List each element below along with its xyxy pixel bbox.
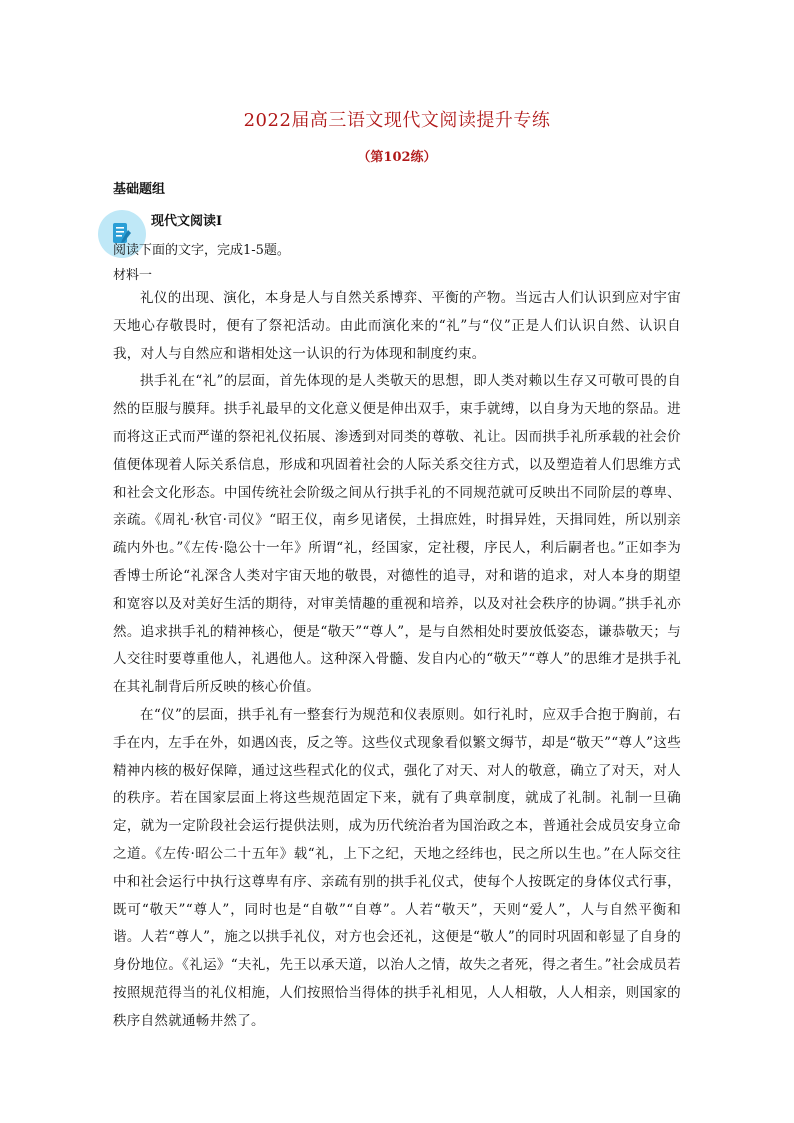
sub-heading: 现代文阅读Ⅰ <box>151 214 223 229</box>
paragraph: 拱手礼在“礼”的层面，首先体现的是人类敬天的思想，即人类对赖以生存又可敬可畏的自然的臣服与膜拜。拱手礼最早的文化意义便是伸出双手，束手就缚，以自身为天地的祭品。进而将这正式而严谨的祭祀礼仪拓展、渗透到对同类的尊敬、礼让。因而拱手礼所承载的社会价值便体现着人际关系信息，形成和巩固着社会的人际关系交往方式，以及塑造着人们思维方式和社会文化形态。中国传统社会阶级之间从行拱手礼的不同规范就可反映出不同阶层的尊卑、亲疏。《周礼·秋官·司仪》“昭王仪，南乡见诸侯，土揖庶姓，时揖异姓，天揖同姓，所以别亲疏内外也。”《左传·隐公十一年》所谓“礼，经国家，定社稷，序民人，利后嗣者也。”正如李为香博士所论“礼深含人类对宇宙天地的敬畏，对德性的追寻，对和谐的追求，对人本身的期望和宽容以及对美好生活的期待，对审美情趣的重视和培养，以及对社会秩序的协调。”拱手礼亦然。追求拱手礼的精神核心，便是“敬天”“尊人”，是与自然相处时要放低姿态，谦恭敬天；与人交往时要尊重他人，礼遇他人。这种深入骨髓、发自内心的“敬天”“尊人”的思维才是拱手礼在其礼制背后所反映的核心价值。 <box>113 373 681 696</box>
body-text <box>113 285 681 1036</box>
paragraph: 在“仪”的层面，拱手礼有一整套行为规范和仪表原则。如行礼时，应双手合抱于胸前，右手在内，左手在外，如遇凶丧，反之等。这些仪式现象看似繁文缛节，却是“敬天”“尊人”这些精神内核的极好保障，通过这些程式化的仪式，强化了对天、对人的敬意，确立了对天，对人的秩序。若在国家层面上将这些规范固定下来，就有了典章制度，就成了礼制。礼制一旦确定，就为一定阶段社会运行提供法则，成为历代统治者为国治政之本，普通社会成员安身立命之道。《左传·昭公二十五年》载“礼，上下之纪，天地之经纬也，民之所以生也。”在人际交往中和社会运行中执行这尊卑有序、亲疏有别的拱手礼仪式，使每个人按既定的身体仪式行事，既可“敬天”“尊人”，同时也是“自敬”“自尊”。人若“敬天”，天则“爱人”，人与自然平衡和谐。人若“尊人”，施之以拱手礼仪，对方也会还礼，这便是“敬人”的同时巩固和彰显了自身的身份地位。《礼运》“夫礼，先王以承天道，以治人之情，故失之者死，得之者生。”社会成员若按照规范得当的礼仪相施，人们按照恰当得体的拱手礼相见，人人相敬，人人相亲，则国家的秩序自然就通畅井然了。 <box>113 706 681 1029</box>
section-label: 基础题组 <box>113 182 166 197</box>
instruction-text: 阅读下面的文字，完成1-5题。 <box>113 243 290 258</box>
page-subtitle: （第102练） <box>357 150 437 165</box>
page-title: 2022届高三语文现代文阅读提升专练 <box>243 110 551 131</box>
paragraph: 礼仪的出现、演化，本身是人与自然关系博弈、平衡的产物。当远古人们认识到应对宇宙天地心存敬畏时，便有了祭祀活动。由此而演化来的“礼”与“仪”正是人们认识自然、认识自我，对人与自然应和谐相处这一认识的行为体现和制度约束。 <box>113 290 681 362</box>
material-label: 材料一 <box>113 268 153 283</box>
